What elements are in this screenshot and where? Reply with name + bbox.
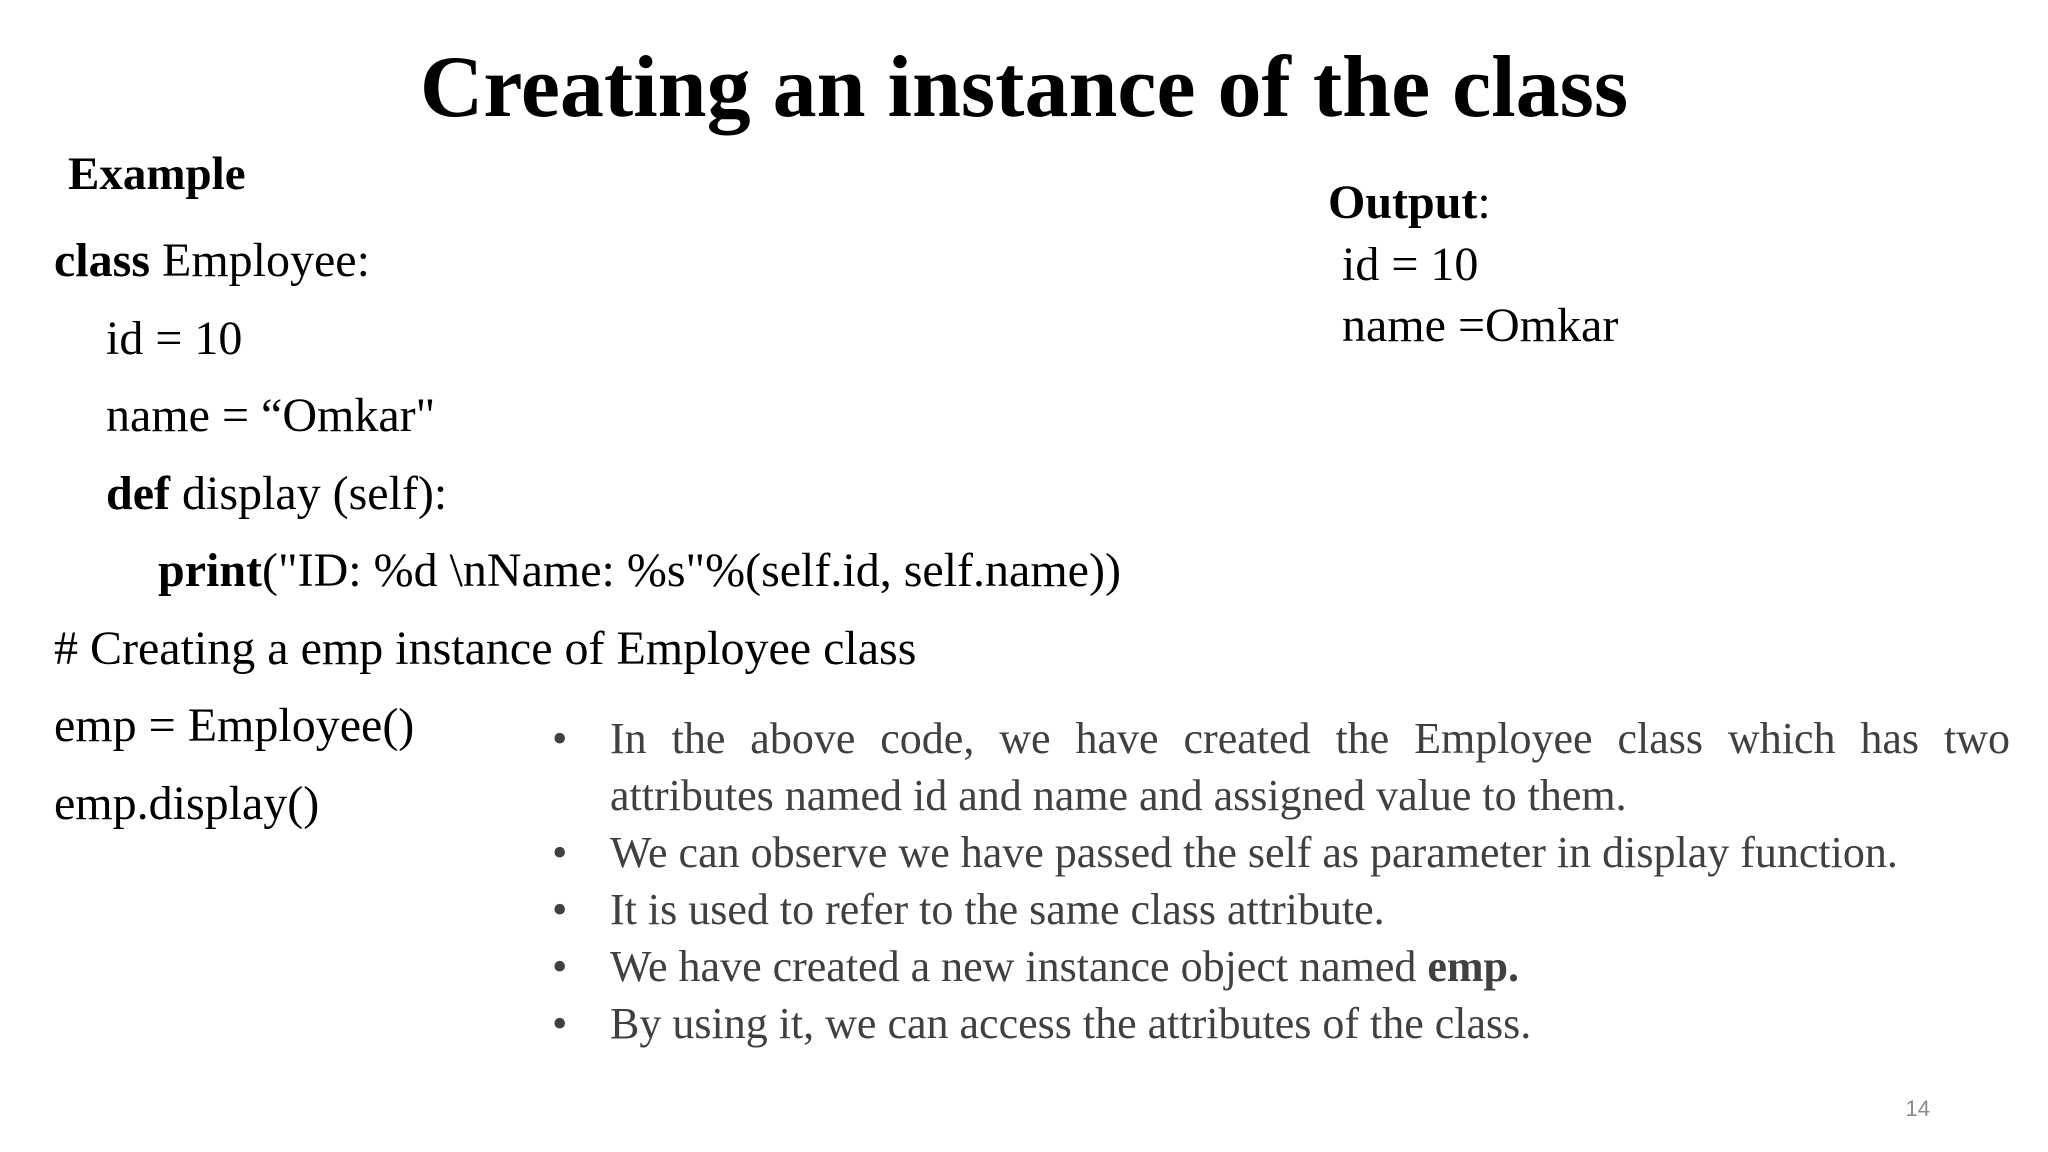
code-keyword: print bbox=[158, 544, 263, 597]
explanation-item bbox=[540, 881, 2010, 938]
output-block bbox=[1328, 172, 1618, 356]
page-number: 14 bbox=[1905, 1096, 1930, 1121]
code-text: emp = Employee() bbox=[54, 699, 415, 752]
output-heading-colon: : bbox=[1477, 176, 1491, 229]
code-line bbox=[54, 532, 1121, 610]
code-keyword: class bbox=[54, 234, 150, 287]
explanation-item bbox=[540, 710, 2010, 824]
output-line: id = 10 bbox=[1342, 238, 1479, 291]
example-label: Example bbox=[68, 148, 246, 200]
bullet-icon: • bbox=[552, 714, 568, 763]
code-text: emp.display() bbox=[54, 776, 320, 830]
code-text: ("ID: %d \nName: %s"%(self.id, self.name)) bbox=[262, 544, 1121, 597]
output-heading-label: Output bbox=[1328, 176, 1478, 229]
explanation-item bbox=[540, 824, 2010, 881]
explanation-item bbox=[540, 995, 2010, 1052]
bullet-icon: • bbox=[552, 885, 568, 934]
explanation-bold-text: emp. bbox=[1427, 942, 1520, 991]
code-comment-line bbox=[54, 610, 1121, 688]
explanation-text: We can observe we have passed the self as parameter in display function. bbox=[610, 828, 1898, 877]
slide-title: Creating an instance of the class bbox=[419, 39, 1629, 136]
code-text: display (self): bbox=[169, 466, 448, 520]
bullet-icon: • bbox=[552, 942, 568, 991]
output-heading bbox=[1328, 172, 1618, 234]
code-text: Employee: bbox=[150, 234, 370, 287]
bullet-icon: • bbox=[552, 999, 568, 1048]
output-line: name =Omkar bbox=[1342, 299, 1619, 352]
code-line bbox=[54, 377, 1121, 455]
bullet-icon: • bbox=[552, 828, 568, 877]
code-line bbox=[54, 222, 1121, 300]
explanation-text: It is used to refer to the same class attribute. bbox=[610, 885, 1385, 934]
code-text: name = “Omkar" bbox=[106, 389, 436, 442]
explanation-list bbox=[540, 710, 2010, 1052]
explanation-text: We have created a new instance object named bbox=[610, 942, 1428, 991]
code-line bbox=[54, 300, 1121, 378]
code-line bbox=[54, 455, 1121, 533]
code-comment: # Creating a emp instance of Employee class bbox=[54, 621, 917, 675]
explanation-text: By using it, we can access the attributes of the class. bbox=[610, 999, 1532, 1048]
explanation-item bbox=[540, 938, 2010, 995]
code-keyword: def bbox=[106, 466, 170, 520]
code-text: id = 10 bbox=[106, 311, 243, 365]
explanation-text: In the above code, we have created the Employee class which has two attributes named id and name and assigned value to them. bbox=[610, 714, 2010, 820]
